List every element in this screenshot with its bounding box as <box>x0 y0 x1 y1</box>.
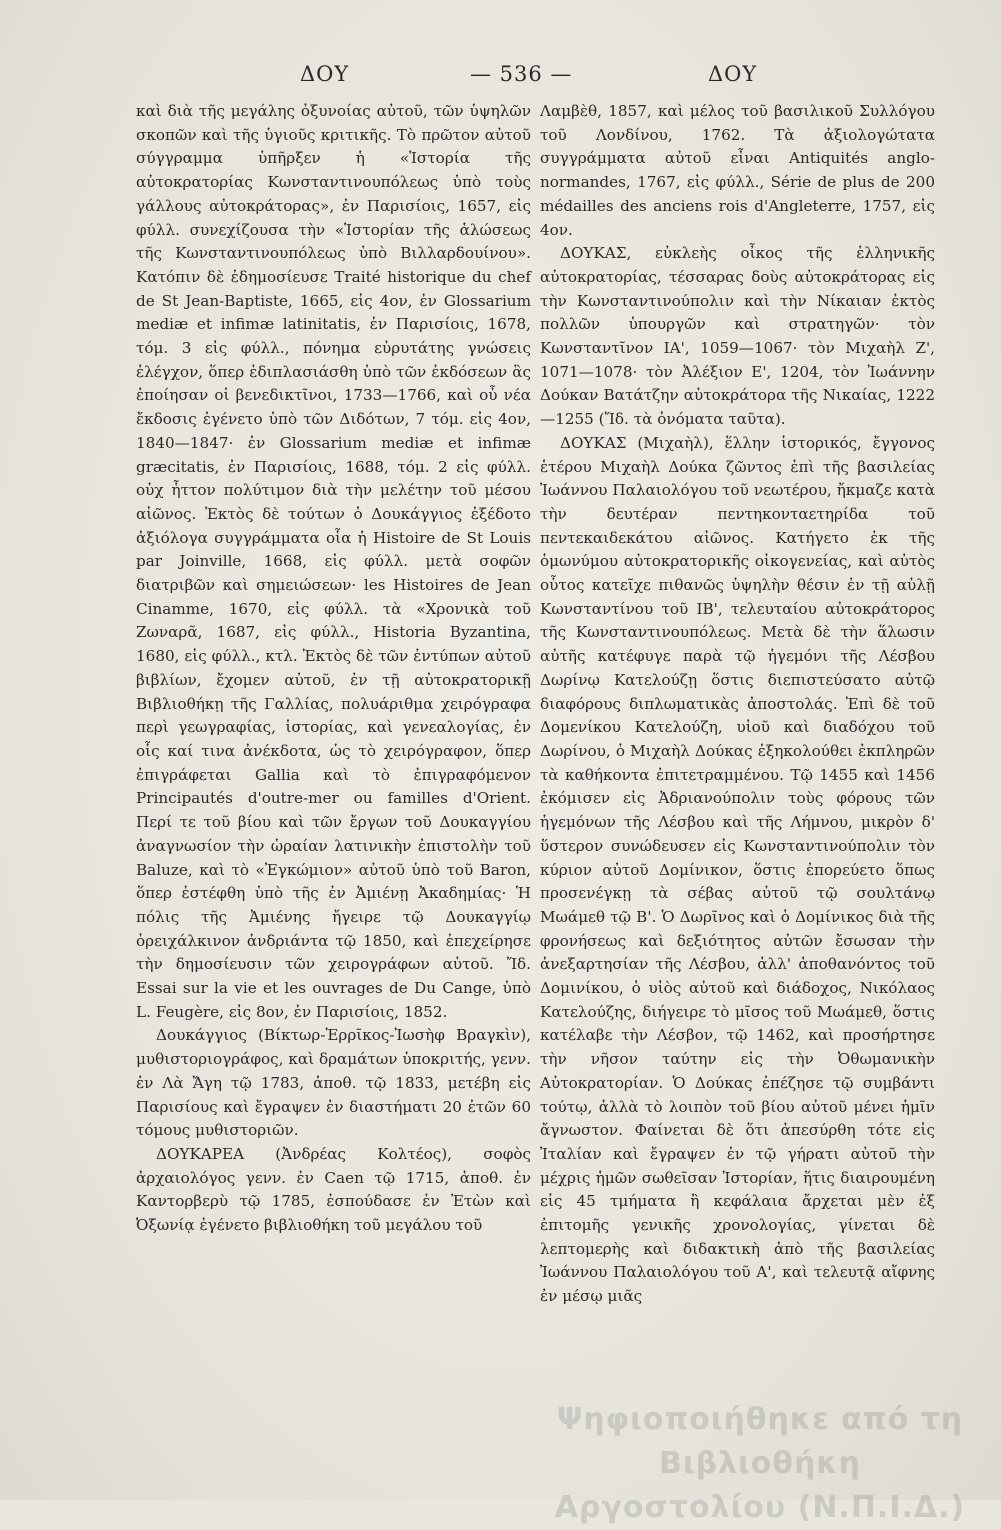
paragraph-doukarea-continued: Λαμβὲθ, 1857, καὶ μέλος τοῦ βασιλικοῦ Συλλόγου τοῦ Λονδίνου, 1762. Τὰ ἀξιολογώτατα συγγράμματα αὐτοῦ εἶναι Antiquités anglo-normandes, 1767, εἰς φύλλ., Série de plus de 200 médailles des anciens rois d'Angleterre, 1757, εἰς 4ον. <box>540 102 935 239</box>
page-number: — 536 — <box>470 62 573 86</box>
entry-doukas-michael: ΔΟΥΚΑΣ (Μιχαὴλ), ἕλλην ἱστορικός, ἔγγονος ἑτέρου Μιχαὴλ Δούκα ζῶντος ἐπὶ τῆς βασιλείας Ἰωάννου Παλαιολόγου τοῦ νεωτέρου, ἤκμαζε κατὰ τὴν δευτέραν πεντηκονταετηρίδα τοῦ πεντεκαιδεκάτου αἰῶνος. Κατήγετο ἐκ τῆς ὁμωνύμου αὐτοκρατορικῆς οἰκογενείας, καὶ αὐτὸς οὗτος κατεῖχε πιθανῶς ὑψηλὴν θέσιν ἐν τῇ αὐλῇ Κωνσταντίνου τοῦ ΙΒ', τελευταίου αὐτοκράτορος τῆς Κωνσταντινουπόλεως. Μετὰ δὲ τὴν ἅλωσιν αὐτῆς κατέφυγε παρὰ τῷ ἡγεμόνι τῆς Λέσβου Δωρίνῳ Κατελούζῃ ὅστις διεπιστεύσατο αὐτῷ διαφόρους διπλωματικὰς ἀποστολάς. Ἐπὶ δὲ τοῦ Δομενίκου Κατελούζη, υἱοῦ καὶ διαδόχου τοῦ Δωρίνου, ὁ Μιχαὴλ Δούκας ἐξηκολούθει ἐκπληρῶν τὰ καθήκοντα ἐπιτετραμμένου. Τῷ 1455 καὶ 1456 ἐκόμισεν εἰς Ἀδριανούπολιν τοὺς φόρους τῶν ἡγεμόνων τῆς Λέσβου καὶ τῆς Λήμνου, μικρὸν δ' ὕστερον συνώδευσεν εἰς Κωνσταντινούπολιν τὸν κύριον αὐτοῦ Δομίνικον, ὅστις ἐπορεύετο ὅπως προσενέγκῃ τὰ σέβας αὐτοῦ τῷ σουλτάνῳ Μωάμεθ τῷ Β'. Ὁ Δωρῖνος καὶ ὁ Δομίνικος διὰ τῆς φρονήσεως καὶ δεξιότητος αὐτῶν ἔσωσαν τὴν ἀνεξαρτησίαν τῆς Λέσβου, ἀλλ' ἀποθανόντος τοῦ Δομινίκου, ὁ υἱὸς αὐτοῦ καὶ διάδοχος, Νικόλαος Κατελούζης, διήγειρε τὸ μῖσος τοῦ Μωάμεθ, ὅστις κατέλαβε τὴν Λέσβον, τῷ 1462, καὶ προσήρτησε τὴν νῆσον ταύτην εἰς τὴν Ὀθωμανικὴν Αὐτοκρατορίαν. Ὁ Δούκας ἐπέζησε τῷ συμβάντι τούτῳ, ἀλλὰ τὸ λοιπὸν τοῦ βίου αὐτοῦ μένει ἡμῖν ἄγνωστον. Φαίνεται δὲ ὅτι ἀπεσύρθη τότε εἰς Ἰταλίαν καὶ ἔγραψεν ἐν τῷ γήρατι αὐτοῦ τὴν μέχρις ἡμῶν σωθεῖσαν Ἱστορίαν, ἥτις διαιρουμένη εἰς 45 τμήματα ἢ κεφάλαια ἄρχεται μὲν ἐξ ἐπιτομῆς γενικῆς χρονολογίας, γίνεται δὲ λεπτομερὴς καὶ διδακτικὴ ἀπὸ τῆς βασιλείας Ἰωάννου Παλαιολόγου τοῦ Α', καὶ τελευτᾷ αἴφνης ἐν μέσῳ μιᾶς <box>540 433 935 1306</box>
library-watermark: Ψηφιοποιήθηκε από τη Βιβλιοθήκη Αργοστολίου (Ν.Π.Ι.Δ.) <box>554 1402 966 1525</box>
header-left-word: ΔΟΥ <box>300 62 350 86</box>
entry-doukas-family: ΔΟΥΚΑΣ, εὐκλεὴς οἶκος τῆς ἑλληνικῆς αὐτοκρατορίας, τέσσαρας δοὺς αὐτοκράτορας εἰς τὴν Κωνσταντινούπολιν καὶ τὴν Νίκαιαν ἐκτὸς πολλῶν ὑπουργῶν καὶ στρατηγῶν· τὸν Κωνσταντῖνον ΙΑ', 1059—1067· τὸν Μιχαὴλ Ζ', 1071—1078· τὸν Ἀλέξιον Ε', 1204, τὸν Ἰωάννην Δούκαν Βατάτζην αὐτοκράτορα τῆς Νικαίας, 1222—1255 (Ἴδ. τὰ ὀνόματα ταῦτα). <box>540 244 935 429</box>
paragraph-ducange-works: καὶ διὰ τῆς μεγάλης ὀξυνοίας αὐτοῦ, τῶν ὑψηλῶν σκοπῶν καὶ τῆς ὑγιοῦς κριτικῆς. Τὸ πρῶτον αὐτοῦ σύγγραμμα ὑπῆρξεν ἡ «Ἱστορία τῆς αὐτοκρατορίας Κωνσταντινουπόλεως ὑπὸ τοὺς γάλλους αὐτοκράτορας», ἐν Παρισίοις, 1657, εἰς φύλλ. συνεχίζουσα τὴν «Ἱστορίαν τῆς ἁλώσεως τῆς Κωνσταντινουπόλεως ὑπὸ Βιλλαρδουίνου». Κατόπιν δὲ ἐδημοσίευσε Traité historique du chef de St Jean-Baptiste, 1665, εἰς 4ον, ἐν Glossarium mediæ et infimæ latinitatis, ἐν Παρισίοις, 1678, τόμ. 3 εἰς φύλλ., πόνημα εὐρυτάτης γνώσεις ἐλέγχον, ὅπερ ἐδιπλασιάσθη ὑπὸ τῶν ἐκδόσεων ἃς ἐποίησαν οἱ βενεδικτῖνοι, 1733—1766, καὶ οὗ νέα ἔκδοσις ἐγένετο ὑπὸ τῶν Διδότων, 7 τόμ. εἰς 4ον, 1840—1847· ἐν Glossarium mediæ et infimæ græcitatis, ἐν Παρισίοις, 1688, τόμ. 2 εἰς φύλλ. οὐχ ἧττον πολύτιμον διὰ τὴν μελέτην τοῦ μέσου αἰῶνος. Ἐκτὸς δὲ τούτων ὁ Δουκάγγιος ἐξέδοτο ἀξιόλογα συγγράμματα οἷα ἡ Histoire de St Louis par Joinville, 1668, εἰς φύλλ. μετὰ σοφῶν διατριβῶν καὶ σημειώσεων· les Histoires de Jean Cinamme, 1670, εἰς φύλλ. τὰ «Χρονικὰ τοῦ Ζωναρᾶ, 1687, εἰς φύλλ., Historia Byzantina, 1680, εἰς φύλλ., κτλ. Ἐκτὸς δὲ τῶν ἐντύπων αὐτοῦ βιβλίων, ἔχομεν αὐτοῦ, ἐν τῇ αὐτοκρατορικῇ Βιβλιοθήκῃ τῆς Γαλλίας, πολυάριθμα χειρόγραφα περὶ γεωγραφίας, ἱστορίας, καὶ γενεαλογίας, ἐν οἷς καί τινα ἀνέκδοτα, ὡς τὸ χειρόγραφον, ὅπερ ἐπιγράφεται Gallia καὶ τὸ ἐπιγραφόμενον Principautés d'outre-mer ou familles d'Orient. Περί τε τοῦ βίου καὶ τῶν ἔργων τοῦ Δουκαγγίου ἀναγνωσίον τὴν ὡραίαν λατινικὴν ἐπιστολὴν τοῦ Baluze, καὶ τὸ «Ἐγκώμιον» αὐτοῦ ὑπὸ τοῦ Baron, ὅπερ ἐστέφθη ὑπὸ τῆς ἐν Ἀμιένῃ Ἀκαδημίας· Ἡ πόλις τῆς Ἀμιένης ἤγειρε τῷ Δουκαγγίῳ ὀρειχάλκινον ἀνδριάντα τῷ 1850, καὶ ἐπεχείρησε τὴν δημοσίευσιν τῶν χειρογράφων αὐτοῦ. Ἴδ. Essai sur la vie et les ouvrages de Du Cange, ὑπὸ L. Feugère, εἰς 8ον, ἐν Παρισίοις, 1852. <box>136 102 531 1021</box>
header-right-word: ΔΟΥ <box>708 62 758 86</box>
left-column <box>136 100 531 1238</box>
right-column <box>540 100 935 1309</box>
entry-doukangios-victor: Δουκάγγιος (Βίκτωρ-Ἐρρῖκος-Ἰωσὴφ Βραγκὶν), μυθιστοριογράφος, καὶ δραμάτων ὑποκριτής, γενν. ἐν Λὰ Ἄγη τῷ 1783, ἀποθ. τῷ 1833, μετέβη εἰς Παρισίους καὶ ἔγραψεν ἐν διαστήματι 20 ἐτῶν 60 τόμους μυθιστοριῶν. <box>136 1026 531 1140</box>
entry-doukarea: ΔΟΥΚΑΡΕΑ (Ἀνδρέας Κολτέος), σοφὸς ἀρχαιολόγος γενν. ἐν Caen τῷ 1715, ἀποθ. ἐν Καντορβερὺ τῷ 1785, ἐσπούδασε ἐν Ἐτὼν καὶ Ὀξωνίᾳ ἐγένετο βιβλιοθήκη τοῦ μεγάλου τοῦ <box>136 1144 531 1235</box>
running-head <box>130 62 870 96</box>
